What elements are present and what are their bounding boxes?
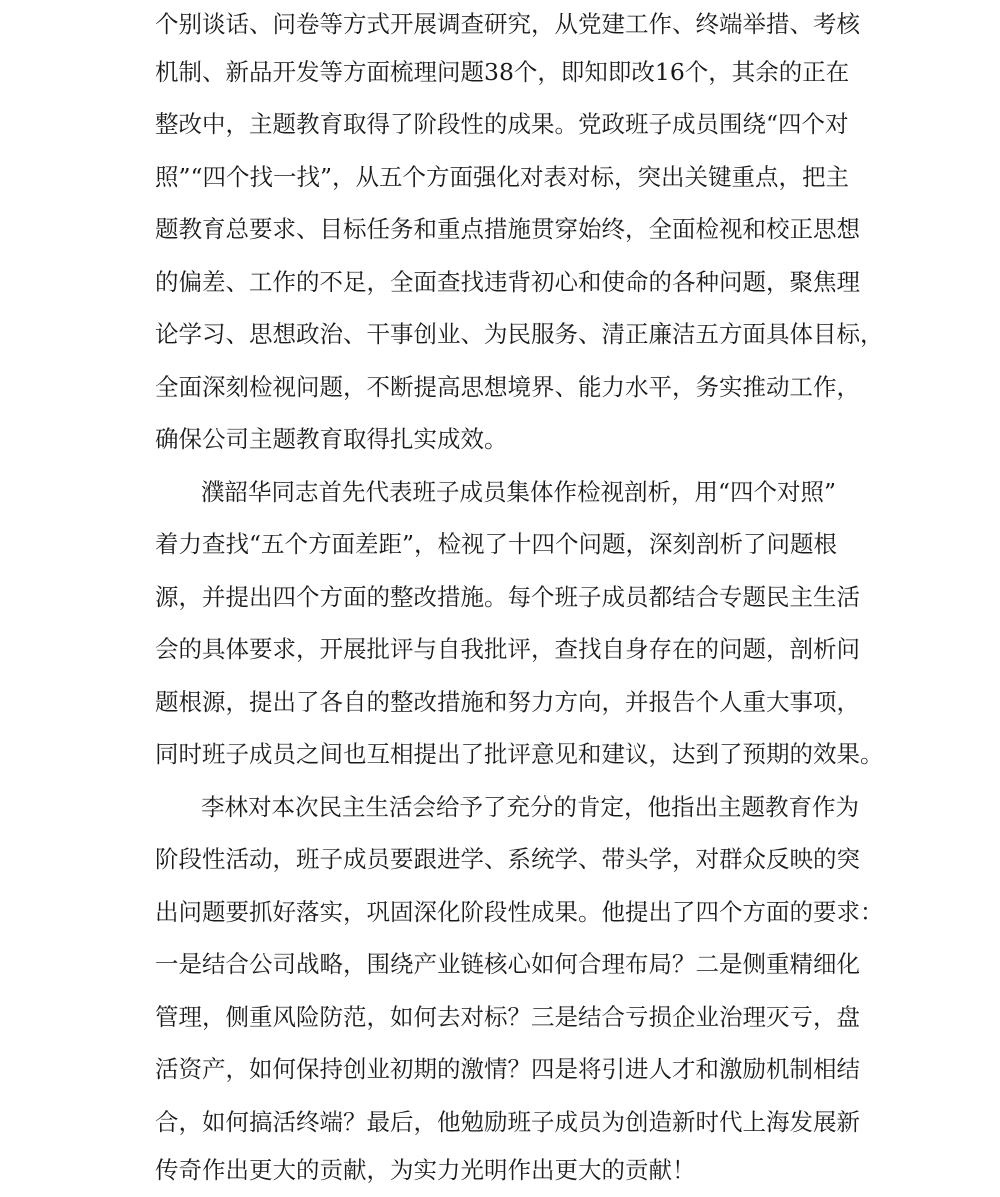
paragraph-1-line-5: [0, 203, 1000, 255]
paragraph-3-line-1: [0, 781, 1000, 833]
line-text: 题教育总要求、目标任务和重点措施贯穿始终，全面检视和校正思想: [155, 215, 860, 243]
paragraph-1-line-7: [0, 308, 1000, 360]
paragraph-3-line-8: [0, 1144, 1000, 1196]
paragraph-2-line-2: [0, 518, 1000, 570]
paragraph-3-line-2: [0, 833, 1000, 885]
line-text: 管理，侧重风险防范，如何去对标？三是结合亏损企业治理灭亏，盘: [155, 1003, 860, 1031]
line-text: 濮韶华同志首先代表班子成员集体作检视剖析，用“四个对照”: [201, 478, 837, 506]
paragraph-3-line-4: [0, 938, 1000, 990]
line-text: 李林对本次民主生活会给予了充分的肯定，他指出主题教育作为: [201, 793, 859, 821]
paragraph-2-line-6: [0, 728, 1000, 780]
paragraph-1-line-3: [0, 98, 1000, 150]
line-text: 整改中，主题教育取得了阶段性的成果。党政班子成员围绕“四个对: [155, 110, 849, 138]
paragraph-1-line-4: [0, 151, 1000, 203]
paragraph-3-line-6: [0, 1043, 1000, 1095]
paragraph-2-line-3: [0, 571, 1000, 623]
line-text: 的偏差、工作的不足，全面查找违背初心和使命的各种问题，聚焦理: [155, 268, 860, 296]
line-text: 机制、新品开发等方面梳理问题38个，即知即改16个，其余的正在: [155, 58, 850, 86]
line-text: 合，如何搞活终端？最后，他勉励班子成员为创造新时代上海发展新: [155, 1108, 860, 1136]
paragraph-3-line-7: [0, 1096, 1000, 1148]
paragraph-3-line-5: [0, 991, 1000, 1043]
paragraph-1-line-6: [0, 256, 1000, 308]
line-text: 阶段性活动，班子成员要跟进学、系统学、带头学，对群众反映的突: [155, 845, 860, 873]
line-text: 个别谈话、问卷等方式开展调查研究，从党建工作、终端举措、考核: [155, 10, 860, 38]
paragraph-3-line-3: [0, 886, 1000, 938]
line-text: 出问题要抓好落实，巩固深化阶段性成果。他提出了四个方面的要求：: [155, 898, 884, 926]
paragraph-2-line-4: [0, 623, 1000, 675]
line-text: 论学习、思想政治、干事创业、为民服务、清正廉洁五方面具体目标，: [155, 320, 884, 348]
paragraph-1-line-8: [0, 361, 1000, 413]
line-text: 同时班子成员之间也互相提出了批评意见和建议，达到了预期的效果。: [155, 740, 884, 768]
paragraph-1-line-2: [0, 46, 1000, 98]
paragraph-1-line-1: [0, 0, 1000, 50]
paragraph-2-line-5: [0, 676, 1000, 728]
paragraph-2-line-1: [0, 466, 1000, 518]
line-text: 源，并提出四个方面的整改措施。每个班子成员都结合专题民主生活: [155, 583, 860, 611]
line-text: 一是结合公司战略，围绕产业链核心如何合理布局？二是侧重精细化: [155, 950, 860, 978]
line-text: 着力查找“五个方面差距”，检视了十四个问题，深刻剖析了问题根: [155, 530, 838, 558]
line-text: 确保公司主题教育取得扎实成效。: [155, 425, 508, 453]
line-text: 活资产，如何保持创业初期的激情？四是将引进人才和激励机制相结: [155, 1055, 860, 1083]
line-text: 题根源，提出了各自的整改措施和努力方向，并报告个人重大事项，: [155, 688, 860, 716]
line-text: 会的具体要求，开展批评与自我批评，查找自身存在的问题，剖析问: [155, 635, 860, 663]
line-text: 传奇作出更大的贡献，为实力光明作出更大的贡献！: [155, 1156, 696, 1184]
line-text: 照”“四个找一找”，从五个方面强化对表对标，突出关键重点，把主: [155, 163, 850, 191]
paragraph-1-line-9: [0, 413, 1000, 465]
line-text: 全面深刻检视问题，不断提高思想境界、能力水平，务实推动工作，: [155, 373, 860, 401]
